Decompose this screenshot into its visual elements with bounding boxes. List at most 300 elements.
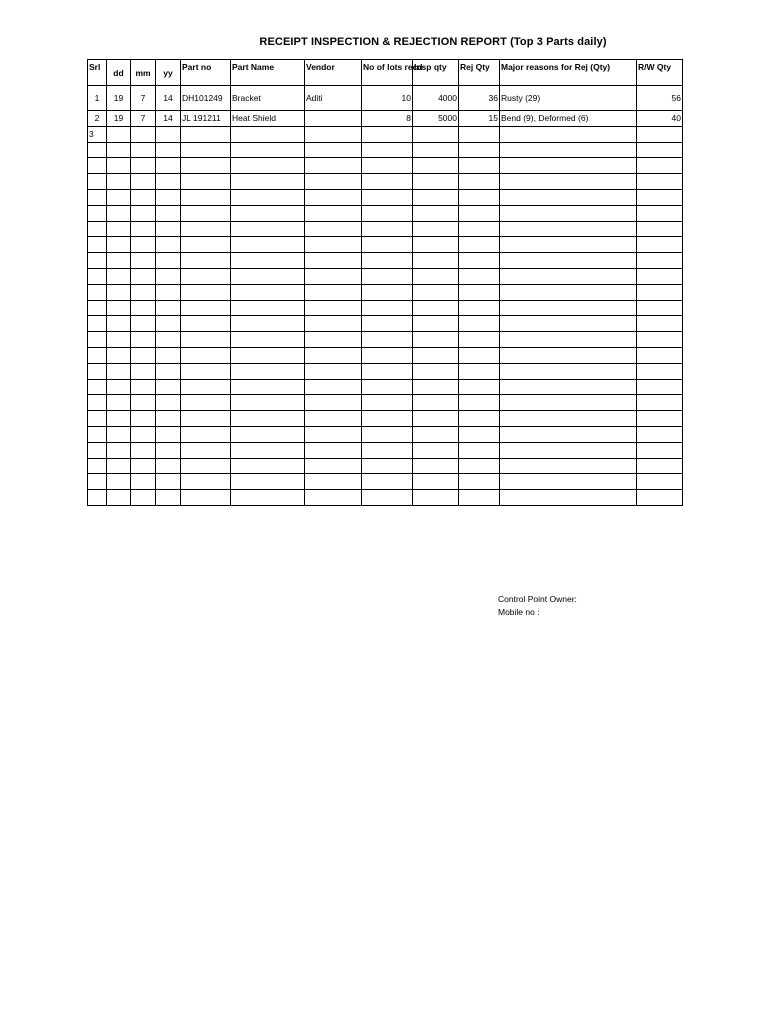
empty-cell [500, 458, 637, 474]
empty-cell [413, 395, 459, 411]
empty-cell [156, 284, 181, 300]
empty-table-row [88, 253, 683, 269]
empty-cell [231, 347, 305, 363]
cell-part-no: JL 191211 [181, 111, 231, 127]
empty-cell [413, 474, 459, 490]
empty-cell [181, 300, 231, 316]
empty-cell [231, 442, 305, 458]
empty-cell [305, 174, 362, 190]
cell-rej-qty: 15 [459, 111, 500, 127]
empty-cell [413, 142, 459, 158]
empty-cell [413, 411, 459, 427]
empty-cell [231, 316, 305, 332]
empty-cell [231, 474, 305, 490]
header-insp-qty: Insp qty [413, 60, 459, 86]
empty-cell [637, 379, 683, 395]
empty-cell [500, 442, 637, 458]
empty-cell [88, 442, 107, 458]
cell-yy [156, 126, 181, 142]
cell-insp-qty [413, 126, 459, 142]
empty-cell [362, 221, 413, 237]
empty-cell [131, 300, 156, 316]
empty-cell [181, 395, 231, 411]
empty-cell [413, 332, 459, 348]
empty-cell [88, 189, 107, 205]
empty-cell [131, 411, 156, 427]
empty-cell [107, 442, 131, 458]
cell-rw-qty: 40 [637, 111, 683, 127]
empty-cell [637, 268, 683, 284]
empty-cell [459, 221, 500, 237]
empty-table-row [88, 458, 683, 474]
empty-cell [305, 363, 362, 379]
empty-cell [107, 221, 131, 237]
empty-cell [156, 268, 181, 284]
empty-cell [107, 189, 131, 205]
empty-cell [459, 458, 500, 474]
empty-cell [305, 395, 362, 411]
empty-cell [156, 332, 181, 348]
empty-cell [107, 316, 131, 332]
empty-cell [88, 395, 107, 411]
cell-srl: 3 [88, 126, 107, 142]
empty-cell [637, 347, 683, 363]
empty-cell [500, 347, 637, 363]
empty-cell [231, 253, 305, 269]
empty-cell [305, 268, 362, 284]
cell-mm: 7 [131, 86, 156, 111]
empty-cell [88, 158, 107, 174]
empty-cell [107, 347, 131, 363]
empty-cell [500, 205, 637, 221]
empty-cell [107, 411, 131, 427]
empty-cell [156, 300, 181, 316]
empty-cell [637, 490, 683, 506]
empty-table-row [88, 316, 683, 332]
empty-cell [500, 253, 637, 269]
empty-cell [231, 379, 305, 395]
empty-cell [181, 189, 231, 205]
empty-cell [107, 237, 131, 253]
cell-vendor [305, 126, 362, 142]
empty-cell [156, 189, 181, 205]
empty-cell [88, 458, 107, 474]
cell-part-name [231, 126, 305, 142]
empty-cell [500, 490, 637, 506]
empty-cell [156, 142, 181, 158]
empty-cell [231, 284, 305, 300]
empty-cell [107, 205, 131, 221]
empty-cell [413, 379, 459, 395]
empty-cell [305, 300, 362, 316]
empty-cell [637, 221, 683, 237]
cell-insp-qty: 4000 [413, 86, 459, 111]
empty-cell [500, 426, 637, 442]
empty-table-row [88, 363, 683, 379]
cell-reasons: Rusty (29) [500, 86, 637, 111]
empty-cell [459, 474, 500, 490]
empty-cell [413, 253, 459, 269]
cell-srl: 1 [88, 86, 107, 111]
empty-cell [181, 205, 231, 221]
empty-cell [156, 411, 181, 427]
cell-srl: 2 [88, 111, 107, 127]
empty-cell [231, 221, 305, 237]
empty-cell [107, 284, 131, 300]
empty-cell [500, 411, 637, 427]
empty-cell [231, 189, 305, 205]
empty-cell [362, 332, 413, 348]
empty-cell [459, 189, 500, 205]
empty-cell [231, 158, 305, 174]
empty-cell [88, 332, 107, 348]
empty-cell [413, 205, 459, 221]
empty-cell [156, 442, 181, 458]
empty-table-row [88, 332, 683, 348]
empty-cell [637, 474, 683, 490]
report-title: RECEIPT INSPECTION & REJECTION REPORT (Top 3 Parts daily) [259, 36, 607, 48]
empty-cell [459, 316, 500, 332]
empty-cell [156, 474, 181, 490]
empty-cell [107, 300, 131, 316]
empty-cell [413, 174, 459, 190]
empty-cell [459, 268, 500, 284]
empty-cell [88, 142, 107, 158]
empty-cell [181, 379, 231, 395]
report-table [87, 59, 683, 506]
empty-table-row [88, 174, 683, 190]
empty-cell [500, 174, 637, 190]
empty-cell [305, 490, 362, 506]
cell-reasons [500, 126, 637, 142]
cell-part-no [181, 126, 231, 142]
cell-rej-qty: 36 [459, 86, 500, 111]
empty-cell [88, 363, 107, 379]
empty-cell [362, 426, 413, 442]
empty-cell [413, 284, 459, 300]
header-dd: dd [107, 60, 131, 86]
empty-cell [413, 442, 459, 458]
empty-cell [362, 189, 413, 205]
table-row [88, 86, 683, 111]
header-mm: mm [131, 60, 156, 86]
empty-cell [181, 284, 231, 300]
empty-cell [107, 268, 131, 284]
empty-cell [637, 142, 683, 158]
empty-cell [500, 284, 637, 300]
empty-cell [131, 347, 156, 363]
empty-cell [459, 158, 500, 174]
empty-cell [362, 237, 413, 253]
empty-cell [181, 458, 231, 474]
header-srl: Srl [88, 60, 107, 86]
empty-cell [305, 205, 362, 221]
cell-dd: 19 [107, 111, 131, 127]
empty-cell [637, 411, 683, 427]
empty-cell [305, 189, 362, 205]
empty-cell [413, 347, 459, 363]
empty-cell [637, 316, 683, 332]
empty-cell [156, 237, 181, 253]
empty-cell [500, 332, 637, 348]
empty-cell [362, 363, 413, 379]
header-rej-qty: Rej Qty [459, 60, 500, 86]
empty-cell [637, 426, 683, 442]
empty-cell [362, 268, 413, 284]
empty-cell [88, 426, 107, 442]
empty-cell [156, 174, 181, 190]
empty-cell [362, 411, 413, 427]
cell-vendor: Aditi [305, 86, 362, 111]
empty-table-row [88, 411, 683, 427]
empty-table-row [88, 426, 683, 442]
empty-cell [131, 426, 156, 442]
empty-cell [362, 284, 413, 300]
empty-cell [500, 158, 637, 174]
empty-table-row [88, 490, 683, 506]
empty-cell [181, 442, 231, 458]
empty-cell [88, 300, 107, 316]
empty-cell [181, 221, 231, 237]
cell-yy: 14 [156, 111, 181, 127]
empty-cell [459, 426, 500, 442]
empty-cell [459, 142, 500, 158]
empty-cell [107, 474, 131, 490]
empty-cell [88, 347, 107, 363]
empty-cell [362, 142, 413, 158]
empty-cell [231, 426, 305, 442]
empty-cell [131, 332, 156, 348]
empty-cell [637, 174, 683, 190]
empty-cell [231, 490, 305, 506]
empty-cell [107, 379, 131, 395]
empty-table-row [88, 347, 683, 363]
empty-cell [107, 332, 131, 348]
empty-cell [88, 174, 107, 190]
empty-cell [107, 426, 131, 442]
cell-rw-qty [637, 126, 683, 142]
empty-cell [305, 379, 362, 395]
empty-cell [88, 268, 107, 284]
empty-cell [131, 379, 156, 395]
empty-cell [156, 458, 181, 474]
empty-cell [413, 237, 459, 253]
empty-cell [156, 490, 181, 506]
empty-cell [231, 458, 305, 474]
empty-cell [459, 332, 500, 348]
empty-cell [459, 253, 500, 269]
empty-cell [131, 237, 156, 253]
empty-cell [156, 379, 181, 395]
empty-cell [131, 189, 156, 205]
empty-cell [88, 379, 107, 395]
empty-table-row [88, 142, 683, 158]
empty-cell [305, 253, 362, 269]
empty-cell [181, 174, 231, 190]
empty-cell [231, 237, 305, 253]
header-yy: yy [156, 60, 181, 86]
cell-lots [362, 126, 413, 142]
header-major-reasons: Major reasons for Rej (Qty) [500, 60, 637, 86]
empty-cell [231, 174, 305, 190]
empty-cell [459, 237, 500, 253]
empty-cell [156, 158, 181, 174]
empty-cell [413, 363, 459, 379]
empty-cell [305, 332, 362, 348]
empty-cell [500, 221, 637, 237]
table-header-row [88, 60, 683, 86]
empty-cell [181, 474, 231, 490]
empty-table-row [88, 237, 683, 253]
empty-cell [459, 205, 500, 221]
empty-cell [637, 458, 683, 474]
empty-cell [413, 189, 459, 205]
empty-cell [459, 379, 500, 395]
empty-cell [413, 316, 459, 332]
empty-cell [362, 490, 413, 506]
empty-cell [305, 142, 362, 158]
empty-cell [131, 174, 156, 190]
cell-mm [131, 126, 156, 142]
empty-cell [131, 363, 156, 379]
empty-cell [500, 189, 637, 205]
empty-cell [88, 316, 107, 332]
empty-cell [637, 395, 683, 411]
empty-cell [88, 221, 107, 237]
empty-cell [231, 300, 305, 316]
empty-cell [156, 205, 181, 221]
empty-cell [231, 142, 305, 158]
header-part-no: Part no [181, 60, 231, 86]
empty-cell [362, 347, 413, 363]
empty-cell [500, 474, 637, 490]
empty-cell [131, 205, 156, 221]
empty-cell [231, 332, 305, 348]
cell-part-name: Bracket [231, 86, 305, 111]
table-row [88, 111, 683, 127]
header-rw-qty: R/W Qty [637, 60, 683, 86]
empty-cell [459, 363, 500, 379]
empty-cell [181, 411, 231, 427]
empty-table-row [88, 158, 683, 174]
empty-cell [231, 205, 305, 221]
empty-cell [181, 268, 231, 284]
cell-rw-qty: 56 [637, 86, 683, 111]
empty-cell [181, 253, 231, 269]
empty-cell [637, 205, 683, 221]
empty-cell [156, 395, 181, 411]
empty-table-row [88, 221, 683, 237]
empty-cell [459, 442, 500, 458]
empty-cell [131, 158, 156, 174]
empty-cell [231, 395, 305, 411]
cell-part-no: DH101249 [181, 86, 231, 111]
empty-cell [413, 490, 459, 506]
empty-cell [181, 426, 231, 442]
empty-cell [637, 253, 683, 269]
empty-table-row [88, 395, 683, 411]
empty-cell [637, 237, 683, 253]
empty-cell [131, 490, 156, 506]
empty-cell [637, 363, 683, 379]
header-lots-recd: No of lots recd [362, 60, 413, 86]
empty-cell [181, 347, 231, 363]
empty-cell [107, 142, 131, 158]
empty-cell [131, 458, 156, 474]
empty-cell [637, 442, 683, 458]
empty-cell [231, 268, 305, 284]
empty-table-row [88, 205, 683, 221]
empty-cell [413, 426, 459, 442]
cell-lots: 10 [362, 86, 413, 111]
empty-cell [305, 442, 362, 458]
cell-part-name: Heat Shield [231, 111, 305, 127]
empty-cell [88, 253, 107, 269]
empty-cell [362, 158, 413, 174]
empty-cell [362, 474, 413, 490]
empty-cell [181, 142, 231, 158]
empty-cell [181, 363, 231, 379]
empty-cell [305, 316, 362, 332]
empty-cell [500, 237, 637, 253]
empty-cell [459, 300, 500, 316]
empty-cell [637, 158, 683, 174]
empty-cell [362, 379, 413, 395]
empty-cell [88, 490, 107, 506]
empty-cell [131, 253, 156, 269]
empty-cell [500, 300, 637, 316]
empty-cell [156, 221, 181, 237]
empty-table-row [88, 442, 683, 458]
empty-cell [156, 363, 181, 379]
control-point-owner-label: Control Point Owner: [498, 594, 577, 604]
empty-cell [305, 411, 362, 427]
empty-table-row [88, 474, 683, 490]
empty-cell [362, 395, 413, 411]
empty-cell [107, 253, 131, 269]
cell-yy: 14 [156, 86, 181, 111]
empty-cell [156, 253, 181, 269]
cell-insp-qty: 5000 [413, 111, 459, 127]
empty-cell [413, 221, 459, 237]
empty-cell [637, 332, 683, 348]
empty-cell [131, 442, 156, 458]
empty-cell [305, 458, 362, 474]
empty-table-row [88, 189, 683, 205]
empty-table-row [88, 300, 683, 316]
empty-cell [231, 411, 305, 427]
empty-cell [156, 426, 181, 442]
cell-reasons: Bend (9), Deformed (6) [500, 111, 637, 127]
empty-cell [156, 316, 181, 332]
empty-cell [637, 189, 683, 205]
cell-vendor [305, 111, 362, 127]
empty-cell [131, 221, 156, 237]
empty-cell [362, 205, 413, 221]
empty-cell [459, 347, 500, 363]
empty-cell [459, 411, 500, 427]
empty-cell [88, 284, 107, 300]
empty-cell [231, 363, 305, 379]
empty-cell [362, 174, 413, 190]
empty-cell [305, 158, 362, 174]
empty-cell [131, 142, 156, 158]
cell-dd: 19 [107, 86, 131, 111]
empty-cell [362, 316, 413, 332]
mobile-no-label: Mobile no : [498, 607, 540, 617]
cell-lots: 8 [362, 111, 413, 127]
empty-cell [181, 332, 231, 348]
